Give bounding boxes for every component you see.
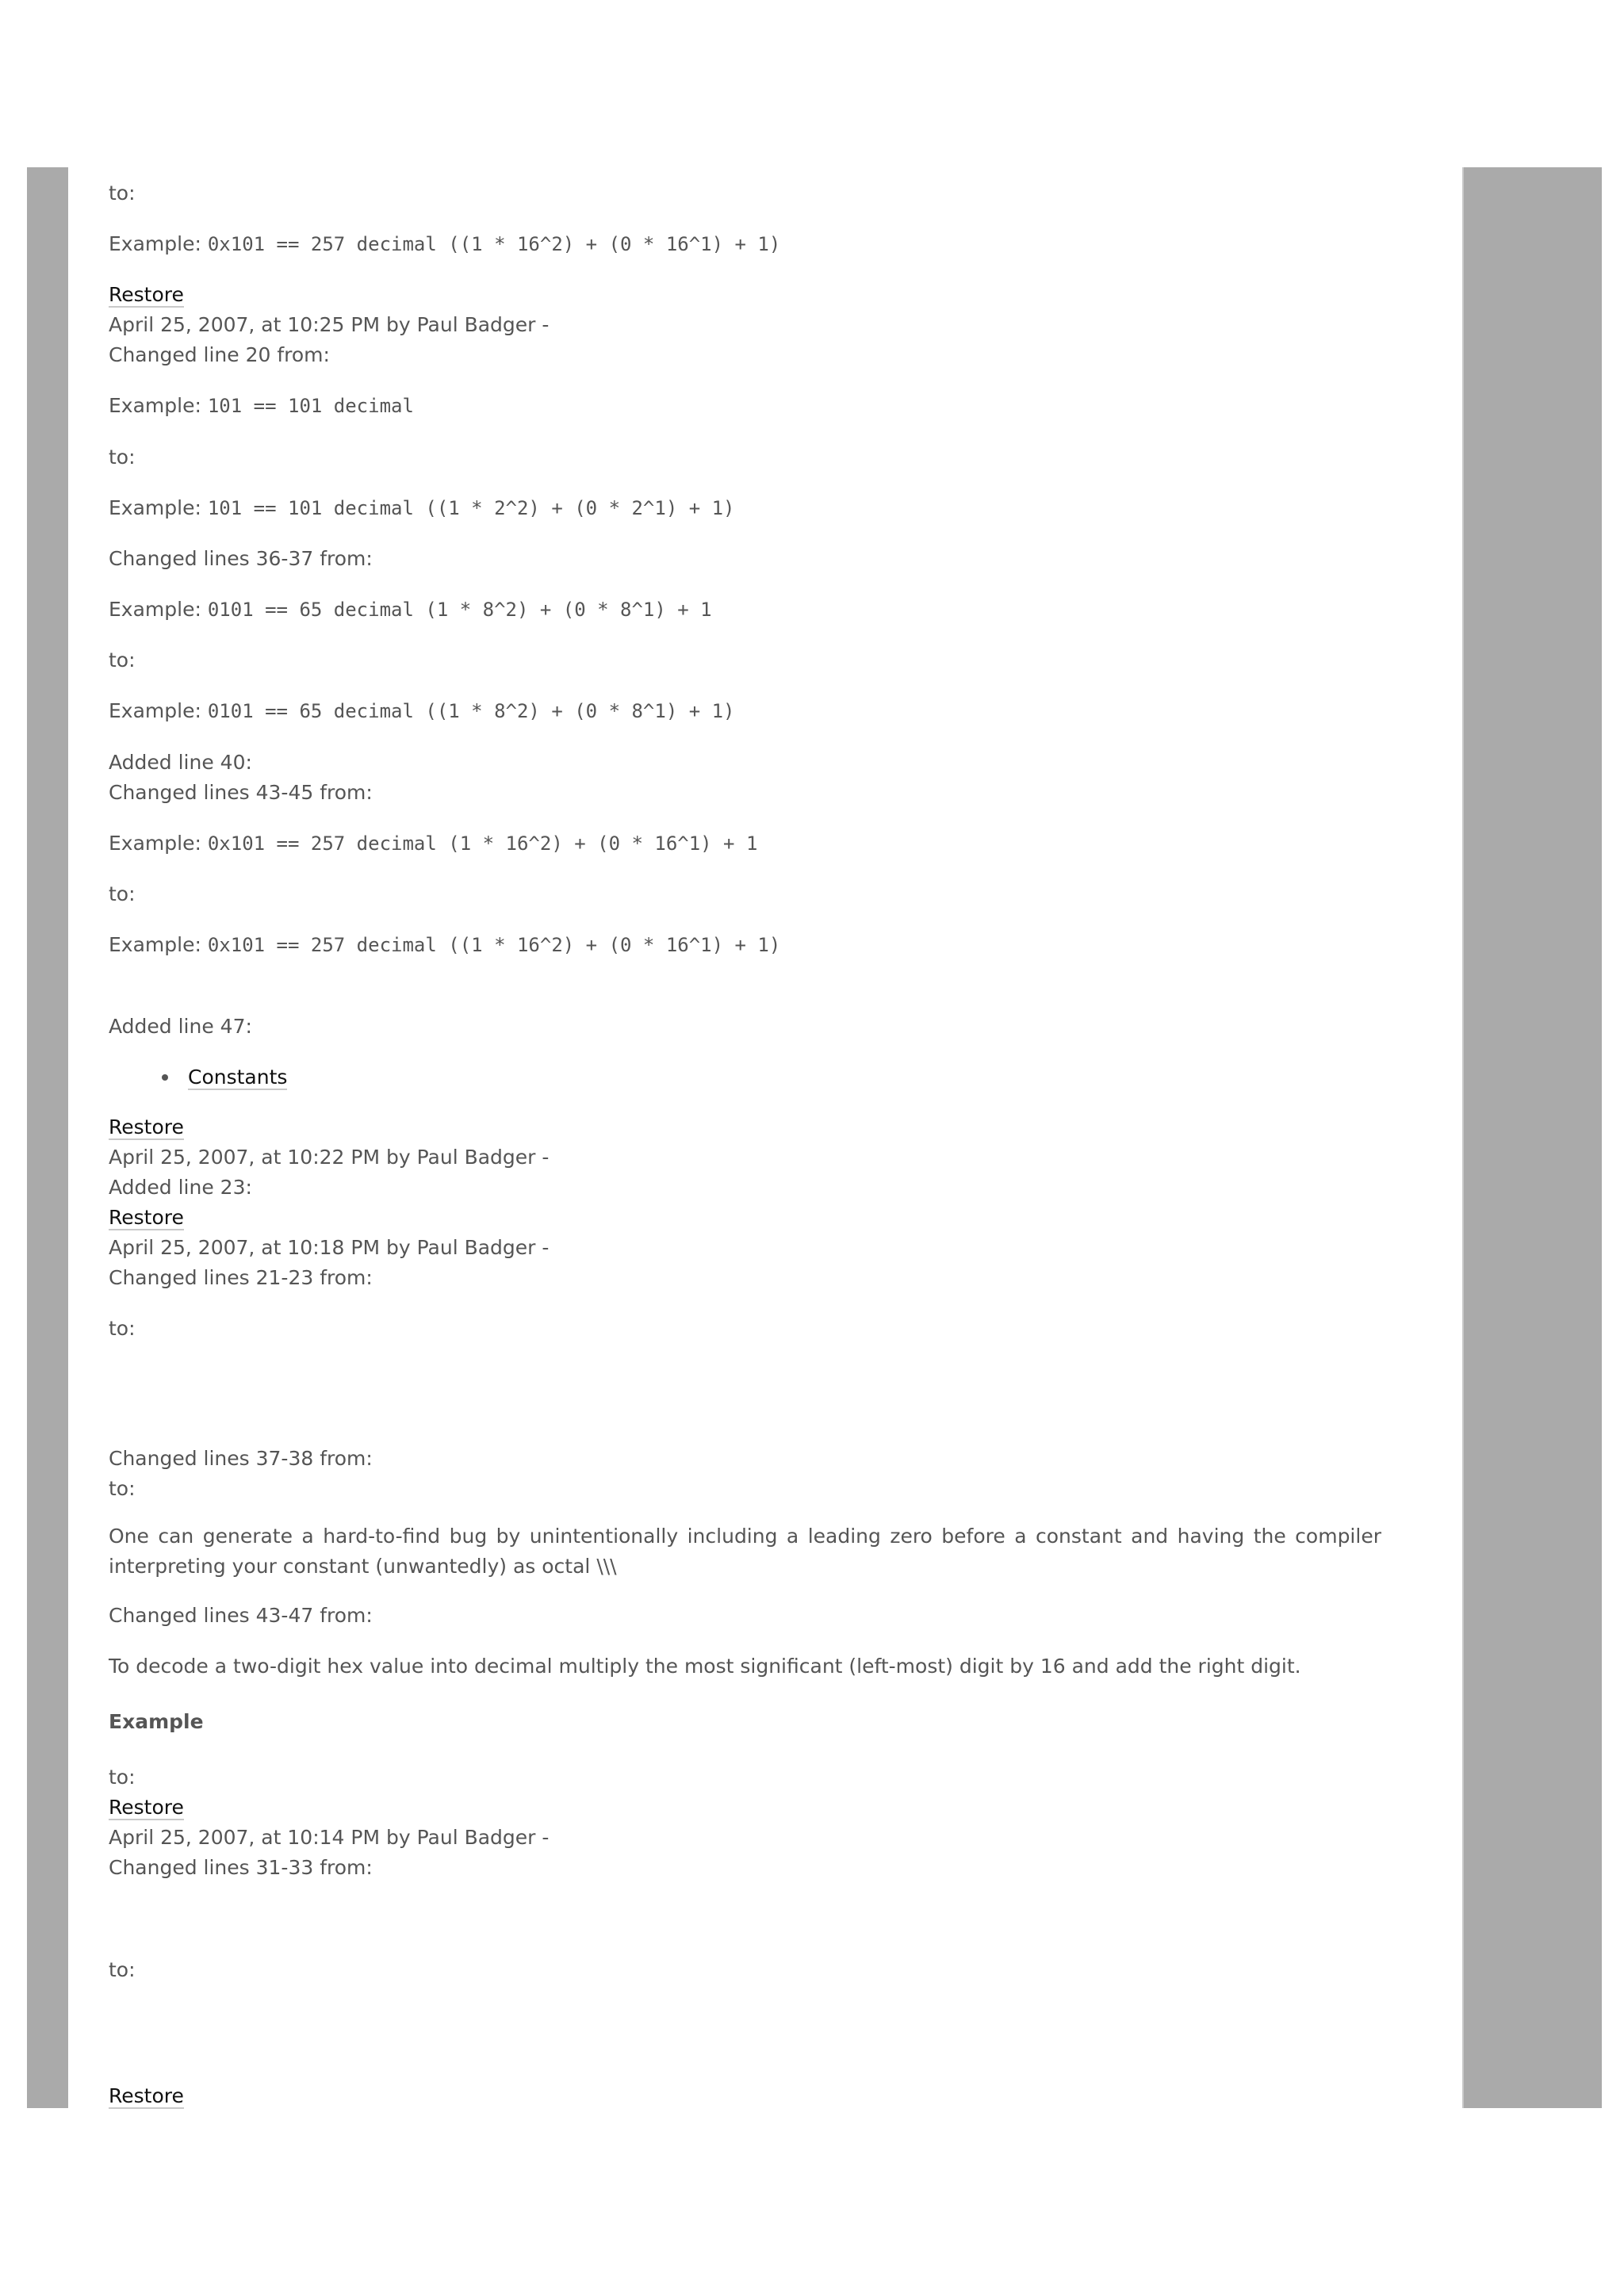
change-note: Changed line 20 from: [109,343,330,366]
diff-label-to: to: [109,1958,136,1981]
code-snippet: 0x101 == 257 decimal ((1 * 16^2) + (0 * 16^1) + 1) [207,233,781,255]
change-note: Added line 23: [109,1176,252,1199]
restore-link[interactable]: Restore [109,1206,184,1229]
code-snippet: 0101 == 65 decimal (1 * 8^2) + (0 * 8^1) + 1 [207,599,712,621]
change-note: Changed lines 37-38 from: [109,1447,373,1470]
diff-example-line: Example: 0101 == 65 decimal (1 * 8^2) + (0 * 8^1) + 1 [109,598,712,621]
revision-meta: April 25, 2007, at 10:18 PM by Paul Badger - [109,1236,550,1259]
code-snippet: 101 == 101 decimal ((1 * 2^2) + (0 * 2^1) + 1) [207,497,735,519]
change-note: Changed lines 36-37 from: [109,547,373,570]
restore-link[interactable]: Restore [109,1115,184,1138]
restore-link-rev2 [109,1115,184,1139]
change-note: Changed lines 31-33 from: [109,1856,373,1879]
diff-label-to: to: [109,882,136,905]
change-note: Added line 47: [109,1015,252,1038]
revision-meta: April 25, 2007, at 10:25 PM by Paul Badger - [109,313,550,336]
diff-label-to: to: [109,182,136,205]
diff-label-to: to: [109,1317,136,1340]
diff-label-to: to: [109,649,136,672]
code-snippet: 0x101 == 257 decimal (1 * 16^2) + (0 * 16^1) + 1 [207,832,758,855]
change-note: Changed lines 43-45 from: [109,781,373,804]
diff-label-to: to: [109,1766,136,1789]
revision-meta: April 25, 2007, at 10:22 PM by Paul Badger - [109,1146,550,1169]
restore-link-final [109,2084,184,2108]
bold-heading: Example [109,1710,204,1733]
bullet-dot [162,1074,168,1081]
change-note: Changed lines 43-47 from: [109,1604,373,1627]
constants-link[interactable]: Constants [188,1066,288,1089]
diff-paragraph: To decode a two-digit hex value into decimal multiply the most significant (left-most) digit by 16 and add the right digit. [109,1655,1301,1678]
revision-meta: April 25, 2007, at 10:14 PM by Paul Badger - [109,1826,550,1849]
restore-link[interactable]: Restore [109,283,184,306]
restore-link-rev1 [109,283,184,307]
restore-link[interactable]: Restore [109,1796,184,1819]
code-snippet: 0101 == 65 decimal ((1 * 8^2) + (0 * 8^1) + 1) [207,700,735,722]
diff-example-line: Example: 0x101 == 257 decimal (1 * 16^2) + (0 * 16^1) + 1 [109,832,758,855]
list-item [188,1066,287,1089]
code-snippet: 101 == 101 decimal [207,395,414,417]
restore-link-rev3 [109,1206,184,1230]
code-snippet: 0x101 == 257 decimal ((1 * 16^2) + (0 * 16^1) + 1) [207,934,781,956]
change-note: Changed lines 21-23 from: [109,1266,373,1289]
diff-example-line: Example: 0x101 == 257 decimal ((1 * 16^2) + (0 * 16^1) + 1) [109,933,781,956]
restore-link[interactable]: Restore [109,2084,184,2107]
diff-label-to: to: [109,1477,136,1500]
diff-example-line: Example: 101 == 101 decimal [109,394,414,417]
diff-paragraph: One can generate a hard-to-find bug by unintentionally including a leading zero before a constant and having the compiler interpreting your constant (unwantedly) as octal \\\ [109,1525,1381,1578]
diff-example-line: Example: 101 == 101 decimal ((1 * 2^2) + (0 * 2^1) + 1) [109,496,735,519]
diff-example-line: Example: 0101 == 65 decimal ((1 * 8^2) + (0 * 8^1) + 1) [109,699,735,722]
restore-link-rev4 [109,1796,184,1820]
diff-example-line: Example: 0x101 == 257 decimal ((1 * 16^2) + (0 * 16^1) + 1) [109,232,781,255]
change-note: Added line 40: [109,751,252,774]
diff-label-to: to: [109,446,136,469]
